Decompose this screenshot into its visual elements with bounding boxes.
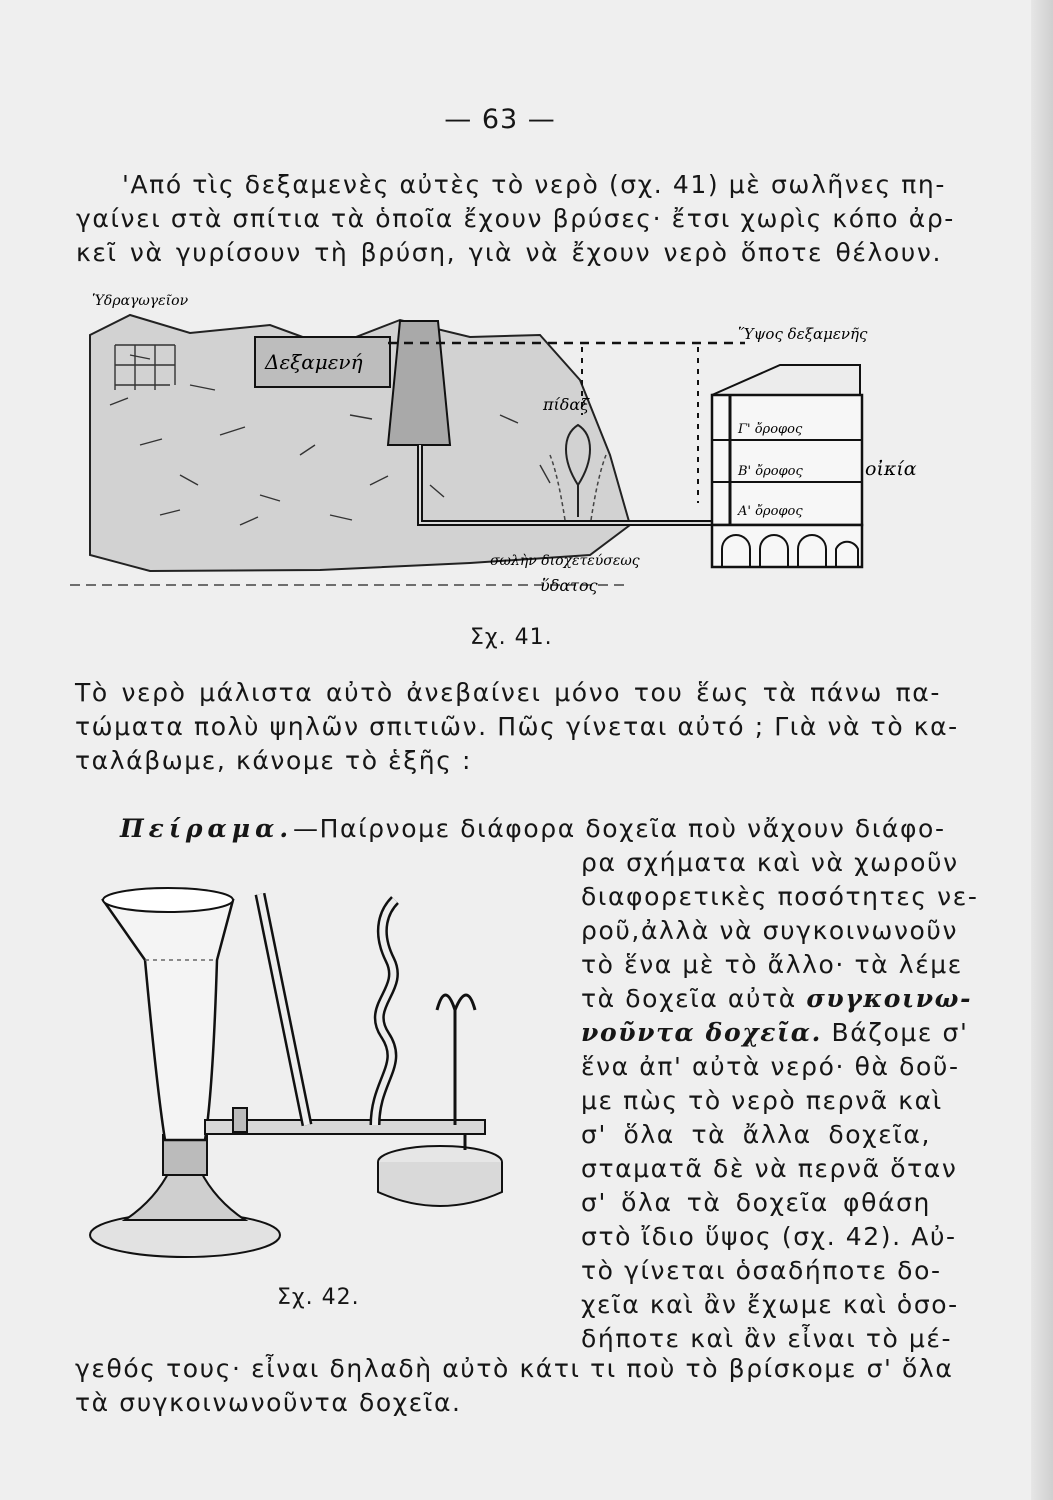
text-line: τὰ συγκοινωνοῦντα δοχεῖα. <box>75 1388 462 1417</box>
label-water: ὕδατος <box>540 576 598 595</box>
text-line: σταματᾶ δὲ νὰ περνᾶ ὅταν <box>581 1154 958 1183</box>
figure-42-communicating-vessels <box>85 880 565 1280</box>
experiment-conclusion <box>75 1352 954 1420</box>
page-number: — 63 — <box>444 104 556 135</box>
experiment-first-line-rest: —Παίρνομε διάφορα δοχεῖα ποὺ νἄχουν διάφο- <box>293 814 946 843</box>
text-line: με πὼς τὸ νερὸ περνᾶ καὶ <box>581 1086 943 1115</box>
text-line: ρα σχήματα καὶ νὰ χωροῦν <box>581 848 959 877</box>
term-communicating-vessels-part1: συγκοινω- <box>806 984 973 1013</box>
text-line: Τὸ νερὸ μάλιστα αὐτὸ ἀνεβαίνει μόνο του ἕως τὰ πάνω πα- <box>75 678 941 707</box>
text-line <box>581 982 973 1016</box>
text-line: δήποτε καὶ ἂν εἶναι τὸ μέ- <box>581 1324 953 1353</box>
label-reservoir-height: Ὕψος δεξαμενῆς <box>738 325 868 343</box>
label-fountain: πίδαξ <box>543 395 590 414</box>
column-text: τὰ δοχεῖα αὐτὰ <box>581 984 797 1013</box>
text-line: τὸ ἕνα μὲ τὸ ἄλλο· τὰ λέμε <box>581 950 963 979</box>
text-line: χεῖα καὶ ἂν ἔχωμε καὶ ὁσο- <box>581 1290 959 1319</box>
text-line: ἕνα ἀπ' αὐτὰ νερό· θὰ δοῦ- <box>581 1052 960 1081</box>
figure-41-caption: Σχ. 41. <box>470 625 553 650</box>
text-line: ταλάβωμε, κάνομε τὸ ἑξῆς : <box>75 746 473 775</box>
page-edge <box>1031 0 1053 1500</box>
experiment-heading: Πείραμα. <box>120 814 294 843</box>
text-line: στὸ ἴδιο ὕψος (σχ. 42). Αὐ- <box>581 1222 957 1251</box>
column-text: Βάζομε σ' <box>831 1018 969 1047</box>
label-house: οἰκία <box>865 458 917 480</box>
text-line: σ' ὅλα τὰ ἄλλα δοχεῖα, <box>581 1120 931 1149</box>
text-line: τὸ γίνεται ὁσαδήποτε δο- <box>581 1256 942 1285</box>
text-line: σ' ὅλα τὰ δοχεῖα φθάση <box>581 1188 931 1217</box>
term-communicating-vessels-part2: νοῦντα δοχεῖα. <box>581 1018 822 1047</box>
paragraph-2 <box>75 676 959 778</box>
text-line: 'Από τὶς δεξαμενὲς αὐτὲς τὸ νερὸ (σχ. 41) μὲ σωλῆνες πη- <box>122 170 946 199</box>
label-pipe: σωλὴν διοχετεύσεως <box>490 553 640 569</box>
text-line <box>581 1016 969 1050</box>
figure-42-caption: Σχ. 42. <box>277 1285 360 1310</box>
label-floor-3: Γ' ὄροφος <box>738 422 803 437</box>
label-floor-2: Β' ὄροφος <box>738 464 803 479</box>
text-line: διαφορετικὲς ποσότητες νε- <box>581 882 979 911</box>
label-reservoir: Δεξαμενή <box>265 350 363 374</box>
experiment-first-line <box>120 812 946 846</box>
text-line: τώματα πολὺ ψηλῶν σπιτιῶν. Πῶς γίνεται αὐτό ; Γιὰ νὰ τὸ κα- <box>75 712 959 741</box>
label-floor-1: Α' ὄροφος <box>738 504 803 519</box>
text-line: ροῦ,ἀλλὰ νὰ συγκοινωνοῦν <box>581 916 959 945</box>
paragraph-1 <box>76 168 955 270</box>
experiment-column <box>581 846 979 1356</box>
figure-41-aqueduct-diagram <box>70 285 970 620</box>
text-line: γεθός τους· εἶναι δηλαδὴ αὐτὸ κάτι τι ποὺ τὸ βρίσκομε σ' ὅλα <box>75 1354 954 1383</box>
text-line: κεῖ νὰ γυρίσουν τὴ βρύση, γιὰ νὰ ἔχουν νερὸ ὅποτε θέλουν. <box>76 238 942 267</box>
label-aqueduct: Ὑδραγωγεῖον <box>92 293 189 309</box>
text-line: γαίνει στὰ σπίτια τὰ ὁποῖα ἔχουν βρύσες· ἔτσι χωρὶς κόπο ἀρ- <box>76 204 955 233</box>
text-line <box>120 812 946 846</box>
